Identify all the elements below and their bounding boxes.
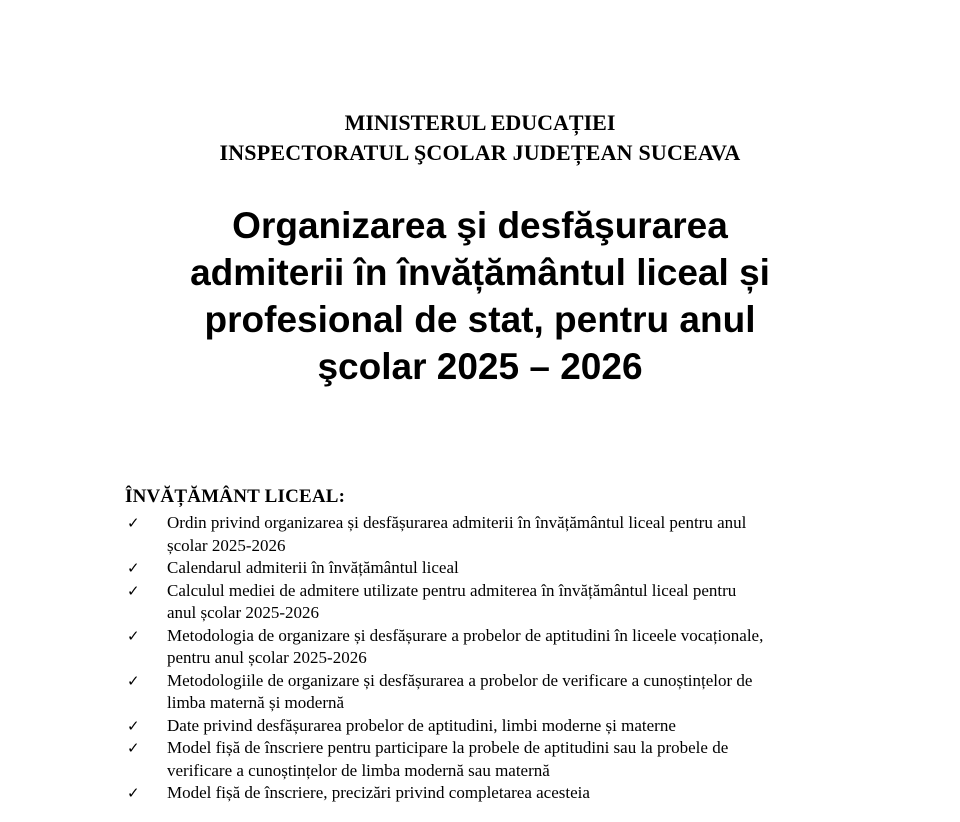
list-item-text-line: Metodologiile de organizare și desfășurarea a probelor de verificare a cunoștințelor de — [167, 670, 753, 690]
list-item-text-line: Date privind desfășurarea probelor de aptitudini, limbi moderne și materne — [167, 715, 676, 735]
title-line-3: profesional de stat, pentru anul — [204, 299, 756, 340]
list-item — [125, 670, 925, 715]
title-line-2: admiterii în învățământul liceal și — [190, 252, 770, 293]
list-item-text-line: Calculul mediei de admitere utilizate pentru admiterea în învățământul liceal pentru — [167, 580, 737, 600]
list-item-text-line: verificare a cunoștințelor de limba modernă sau maternă — [167, 760, 550, 780]
inspectorate-name: INSPECTORATUL ŞCOLAR JUDEȚEAN SUCEAVA — [219, 140, 741, 165]
list-item-text-line: limba maternă și modernă — [167, 693, 345, 712]
list-item-text-line: Calendarul admiterii în învățământul liceal — [167, 558, 459, 577]
list-item-text-line: Metodologia de organizare și desfășurare a probelor de aptitudini în liceele vocaționale, — [167, 625, 764, 645]
checkmark-icon: ✓ — [127, 626, 140, 645]
checkmark-icon: ✓ — [127, 581, 140, 600]
ministry-name: MINISTERUL EDUCAȚIEI — [344, 110, 616, 135]
checkmark-icon: ✓ — [127, 716, 140, 735]
list-item-text-line: Model fișă de înscriere pentru participare la probele de aptitudini sau la probele de — [167, 738, 729, 757]
list-item — [125, 715, 925, 738]
title-line-4: şcolar 2025 – 2026 — [317, 346, 643, 387]
checkmark-icon: ✓ — [127, 784, 140, 802]
list-item-text-line: școlar 2025-2026 — [167, 535, 286, 555]
list-item-text-line: pentru anul școlar 2025-2026 — [167, 648, 367, 667]
list-item-text-line: Ordin privind organizarea și desfășurarea admiterii în învățământul liceal pentru anul — [167, 513, 747, 532]
document-list — [125, 512, 925, 805]
checkmark-icon: ✓ — [127, 739, 140, 757]
checkmark-icon: ✓ — [127, 671, 140, 690]
section-liceal — [125, 486, 925, 805]
checkmark-icon: ✓ — [127, 559, 140, 577]
list-item — [125, 625, 925, 670]
list-item — [125, 737, 925, 782]
list-item — [125, 557, 925, 580]
list-item — [125, 580, 925, 625]
document-title — [80, 202, 880, 390]
list-item — [125, 512, 925, 557]
checkmark-icon: ✓ — [127, 514, 140, 532]
list-item — [125, 782, 925, 805]
title-line-1: Organizarea şi desfăşurarea — [232, 205, 728, 246]
list-item-text-line: anul școlar 2025-2026 — [167, 603, 320, 622]
list-item-text-line: Model fișă de înscriere, precizări privind completarea acesteia — [167, 783, 590, 802]
section-heading: ÎNVĂȚĂMÂNT LICEAL: — [125, 486, 346, 507]
